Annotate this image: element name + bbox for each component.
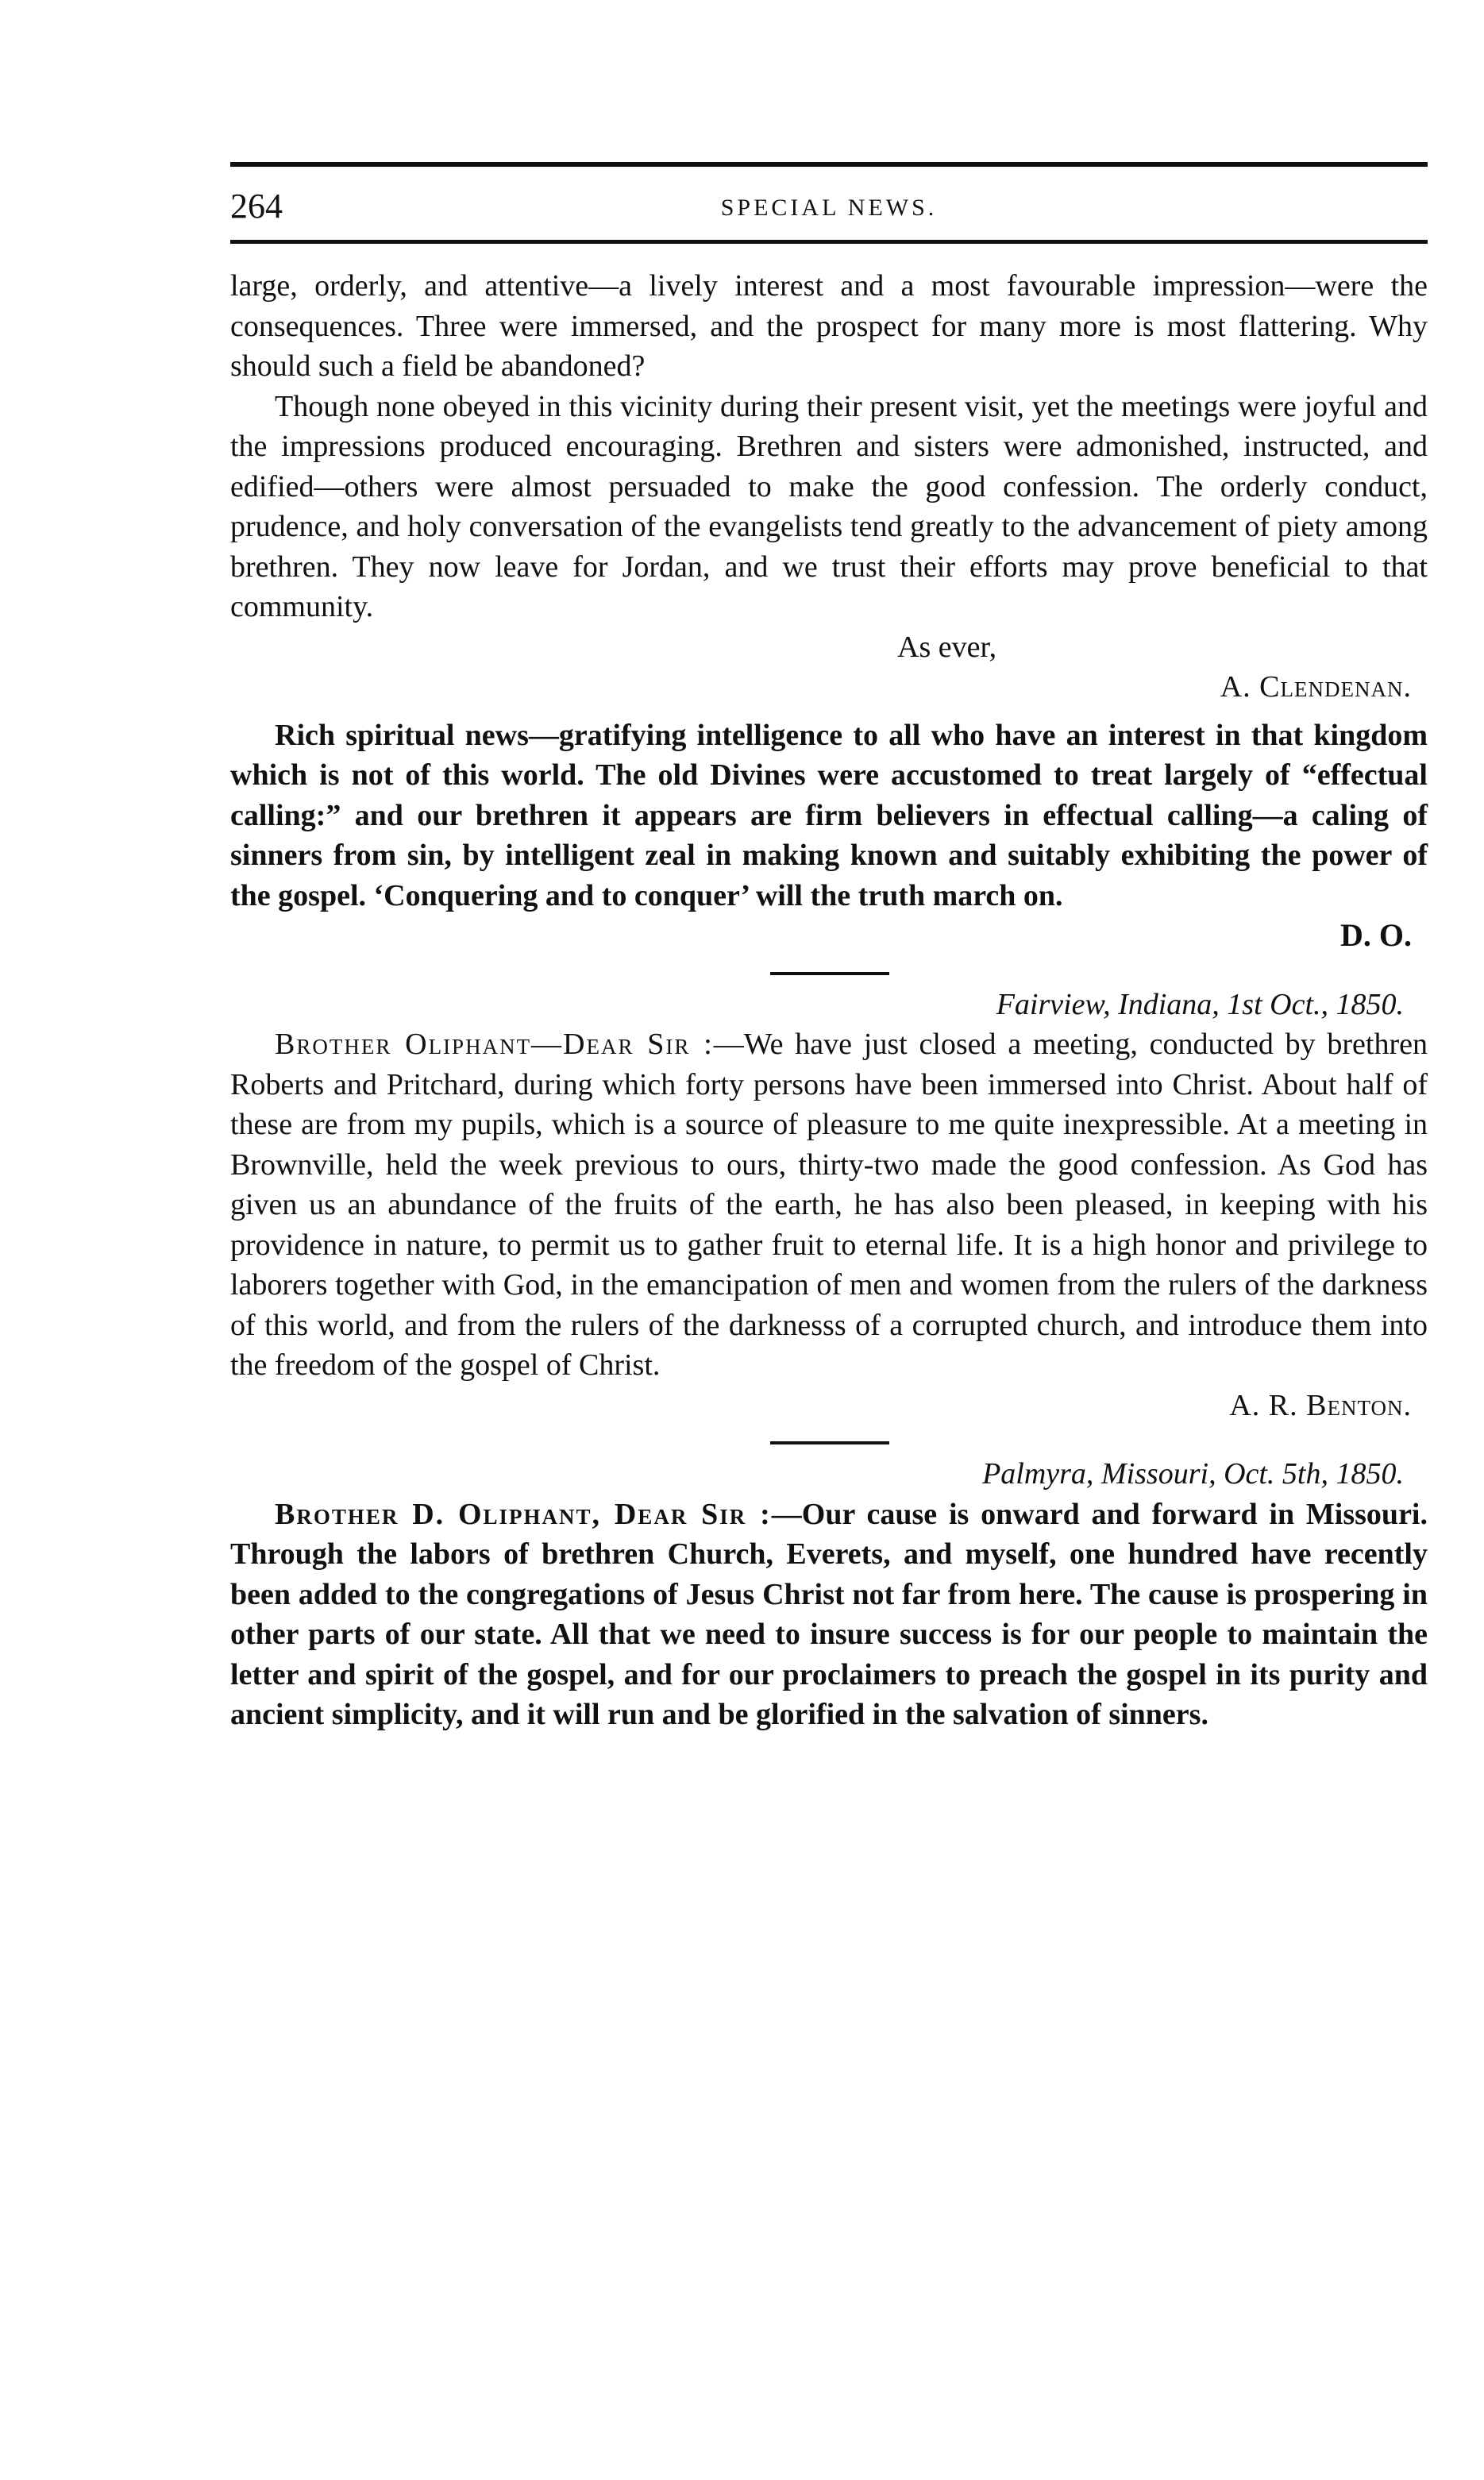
page-number: 264	[230, 187, 283, 226]
letter-fairview	[230, 1024, 1428, 1386]
running-head: SPECIAL NEWS.	[720, 195, 938, 221]
section-divider	[770, 972, 889, 975]
signature-clendenan: A. Clendenan.	[1220, 670, 1412, 704]
letter-palmyra	[230, 1495, 1428, 1735]
signature-benton: A. R. Benton.	[1229, 1388, 1412, 1422]
editor-initials: D. O.	[1340, 917, 1412, 953]
page-body	[230, 266, 1428, 1735]
page-header	[230, 184, 1428, 232]
letter-fairview-body: —We have just closed a meeting, conducted by brethren Roberts and Pritchard, during which forty persons have been immersed into Christ. About half of these are from my pupils, which is a source of pleasure to me quite inexpressible. At a meeting in Brownville, held the week previous to ours, thirty-two made the good confession. As God has given us an abundance of the fruits of the earth, he has also been pleased, in keeping with his providence in nature, to permit us to gather fruit to eternal life. It is a high honor and privilege to laborers together with God, in the emancipation of men and women from the rulers of the darkness of this world, and from the rulers of the darknesss of a corrupted church, and introduce them into the freedom of the gospel of Christ.	[230, 1028, 1428, 1382]
dateline-fairview: Fairview, Indiana, 1st Oct., 1850.	[996, 987, 1404, 1021]
paragraph-visit-report: Though none obeyed in this vicinity during their present visit, yet the meetings were joyful and the impressions produced encouraging. Brethren and sisters were admonished, instructed, and edified—others were almost persuaded to make the good confession. The orderly conduct, prudence, and holy conversation of the evangelists tend greatly to the advancement of piety among brethren. They now leave for Jordan, and we trust their efforts may prove beneficial to that community.	[230, 389, 1428, 623]
top-rule	[230, 162, 1428, 167]
editor-note: Rich spiritual news—gratifying intelligence to all who have an interest in that kingdom which is not of this world. The old Divines were accustomed to treat largely of “effectual calling:” and our brethren it appears are firm believers in effectual calling—a caling of sinners from sin, by intelligent zeal in making known and suitably exhibiting the power of the gospel. ‘Conquering and to conquer’ will the truth march on.	[230, 718, 1428, 912]
salutation-fairview: Brother Oliphant—Dear Sir :	[275, 1028, 714, 1061]
letter-closing: As ever,	[897, 630, 997, 664]
letter-palmyra-body: —Our cause is onward and forward in Missouri. Through the labors of brethren Church, Everets, and myself, one hundred have recently been added to the congregations of Jesus Christ not far from here. The cause is prospering in other parts of our state. All that we need to insure success is for our people to maintain the letter and spirit of the gospel, and for our proclaimers to preach the gospel in its purity and ancient simplicity, and it will run and be glorified in the salvation of sinners.	[230, 1497, 1428, 1731]
salutation-palmyra: Brother D. Oliphant, Dear Sir :	[275, 1497, 772, 1531]
paragraph-continued: large, orderly, and attentive—a lively interest and a most favourable impression—were the consequences. Three were immersed, and the prospect for many more is most flattering. Why should such a field be abandoned?	[230, 269, 1428, 383]
section-divider-2	[770, 1441, 889, 1444]
header-rule	[230, 240, 1428, 244]
dateline-palmyra: Palmyra, Missouri, Oct. 5th, 1850.	[982, 1457, 1404, 1491]
